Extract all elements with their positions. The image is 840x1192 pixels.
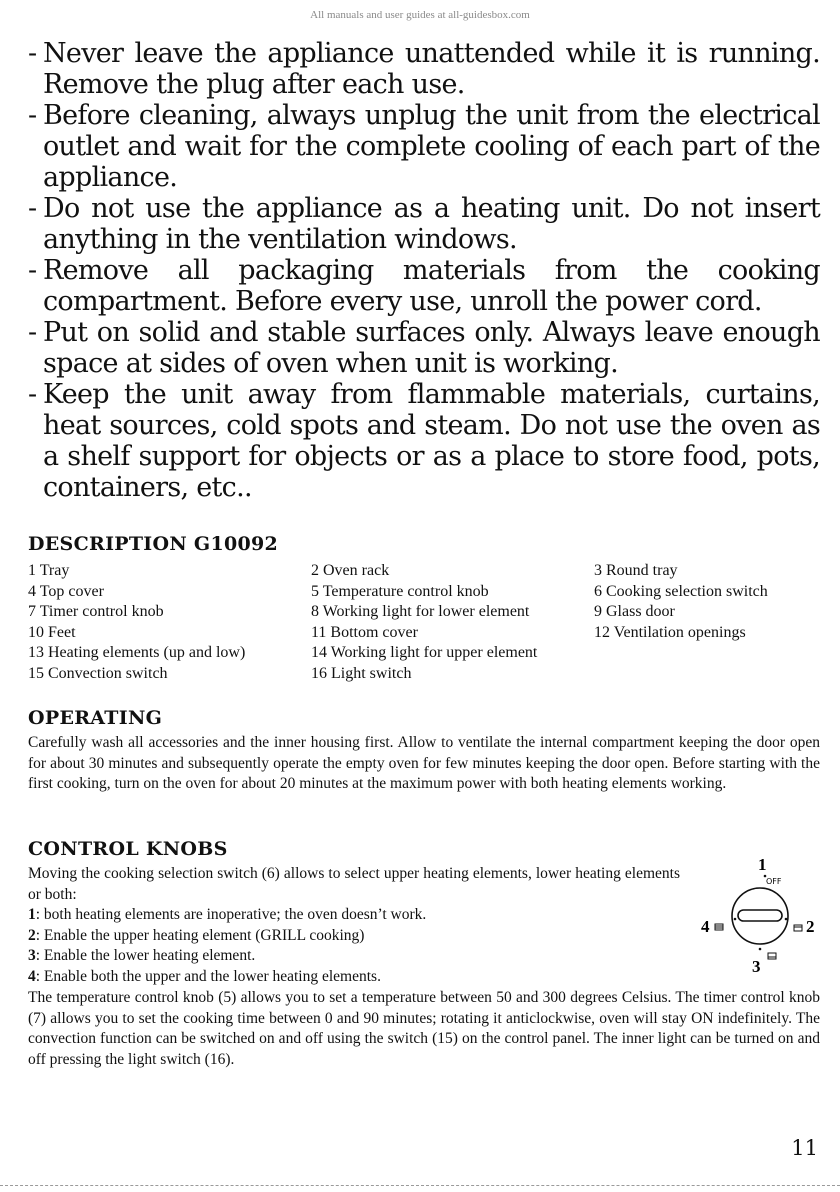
bullet-dash: - <box>28 100 37 131</box>
knob-option <box>28 926 680 947</box>
footer-rule <box>0 1185 840 1186</box>
part-item: 10 Feet <box>28 623 76 641</box>
knob-option <box>28 905 680 926</box>
part-item: 12 Ventilation openings <box>594 623 746 641</box>
knob-label-3: 3 <box>752 957 761 976</box>
operating-title: OPERATING <box>28 707 163 729</box>
warning-text: Do not use the appliance as a heating unit. Do not insert anything in the ventilation windows. <box>43 193 820 255</box>
option-number: 2 <box>28 926 36 944</box>
option-text: : Enable the upper heating element (GRILL cooking) <box>35 926 365 944</box>
warning-item <box>28 255 820 317</box>
warning-item <box>28 379 820 503</box>
option-text: : Enable both the upper and the lower heating elements. <box>35 967 381 985</box>
knob-option <box>28 967 680 988</box>
part-item: 1 Tray <box>28 562 70 579</box>
knob-dot-4 <box>734 918 737 921</box>
page-number: 11 <box>791 1136 818 1160</box>
warning-text: Keep the unit away from flammable materials, curtains, heat sources, cold spots and steam. Do not use the oven as a shelf support for objects or as a place to store food, pots, containers, etc.. <box>43 379 820 503</box>
header-source-note: All manuals and user guides at all-guidesbox.com <box>310 9 530 21</box>
bullet-dash: - <box>28 317 37 348</box>
control-knobs-intro: Moving the cooking selection switch (6) allows to select upper heating elements, lower heating elements or both: <box>28 865 680 903</box>
part-item: 8 Working light for lower element <box>311 603 530 621</box>
safety-warnings-list <box>28 38 820 503</box>
control-knobs-title: CONTROL KNOBS <box>28 838 228 860</box>
upper-element-icon <box>794 925 802 931</box>
part-item: 6 Cooking selection switch <box>594 582 768 600</box>
option-number: 3 <box>28 947 36 965</box>
part-item <box>594 664 820 685</box>
part-item: 5 Temperature control knob <box>311 582 489 600</box>
part-item: 14 Working light for upper element <box>311 644 538 662</box>
warning-text: Put on solid and stable surfaces only. Always leave enough space at sides of oven when unit is working. <box>43 317 820 379</box>
part-item: 4 Top cover <box>28 582 104 600</box>
part-item <box>594 643 820 664</box>
part-item: 3 Round tray <box>594 562 678 579</box>
knob-pointer-bar <box>738 910 782 921</box>
knob-label-1: 1 <box>758 855 767 874</box>
bullet-dash: - <box>28 193 37 224</box>
knob-option <box>28 946 680 967</box>
description-title: DESCRIPTION G10092 <box>28 533 279 555</box>
part-item: 2 Oven rack <box>311 562 390 579</box>
part-item: 15 Convection switch <box>28 664 168 682</box>
parts-list <box>28 561 820 685</box>
warning-text: Never leave the appliance unattended while it is running. Remove the plug after each use. <box>43 38 820 100</box>
knob-dot-2 <box>785 918 788 921</box>
temperature-timer-paragraph: The temperature control knob (5) allows you to set a temperature between 50 and 300 degrees Celsius. The timer control knob (7) allows you to set the cooking time between 0 and 90 minutes; rotating it anticlockwise, oven will stay ON indefinitely. The convection function can be switched on and off using the switch (15) on the control panel. The inner light can be turned on and off pressing the light switch (16). <box>28 989 820 1068</box>
part-item: 11 Bottom cover <box>311 623 418 641</box>
bullet-dash: - <box>28 379 37 410</box>
knob-options-list <box>28 905 680 987</box>
warning-text: Remove all packaging materials from the cooking compartment. Before every use, unroll the power cord. <box>43 255 820 317</box>
option-number: 4 <box>28 967 36 985</box>
part-item: 16 Light switch <box>311 664 412 682</box>
knob-label-2: 2 <box>806 917 815 936</box>
knob-outline <box>732 888 788 944</box>
warning-text: Before cleaning, always unplug the unit from the electrical outlet and wait for the complete cooling of each part of the appliance. <box>43 100 820 193</box>
bullet-dash: - <box>28 38 37 69</box>
lower-element-icon <box>768 953 776 959</box>
warning-item <box>28 193 820 255</box>
option-text: : both heating elements are inoperative; the oven doesn’t work. <box>35 906 427 923</box>
part-item: 9 Glass door <box>594 603 675 621</box>
option-text: : Enable the lower heating element. <box>35 947 256 965</box>
warning-item <box>28 38 820 100</box>
knob-label-4: 4 <box>701 917 710 936</box>
warning-item <box>28 317 820 379</box>
bullet-dash: - <box>28 255 37 286</box>
selection-knob-diagram <box>698 852 822 976</box>
knob-dot-3 <box>759 948 762 951</box>
part-item: 7 Timer control knob <box>28 603 164 621</box>
warning-item <box>28 100 820 193</box>
part-item: 13 Heating elements (up and low) <box>28 644 246 662</box>
operating-paragraph: Carefully wash all accessories and the inner housing first. Allow to ventilate the internal compartment keeping the door open for about 30 minutes and subsequently operate the empty oven for few minutes keeping the door open. Before starting with the first cooking, turn on the oven for about 20 minutes at the maximum power with both heating elements working. <box>28 734 820 793</box>
option-number: 1 <box>28 906 36 923</box>
both-elements-icon <box>715 924 723 930</box>
off-label: OFF <box>766 877 782 886</box>
